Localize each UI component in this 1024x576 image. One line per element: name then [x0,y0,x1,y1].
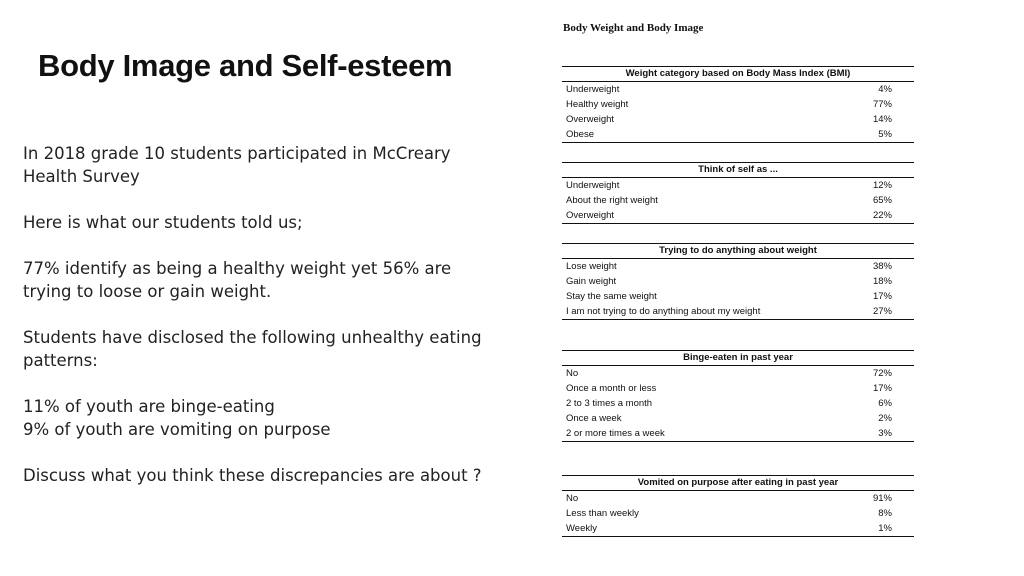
row-label: Stay the same weight [566,291,657,302]
row-label: No [566,368,579,379]
row-value: 4% [878,84,892,95]
table-row [562,304,914,320]
row-label: Once a week [566,413,622,424]
row-label: Healthy weight [566,99,629,110]
paragraph-unhealthy-eating [23,326,523,372]
paragraph-binge-vomit-stats [23,395,523,441]
row-value: 3% [878,428,892,439]
text-line: Here is what our students told us; [23,213,303,232]
row-label: Gain weight [566,276,617,287]
table-row [562,208,914,224]
text-line: 9% of youth are vomiting on purpose [23,420,331,439]
table-row [562,127,914,143]
survey-tables [562,20,914,534]
slide-title: Body Image and Self-esteem [38,48,453,83]
row-value: 17% [872,383,892,394]
row-value: 22% [872,210,892,221]
row-label: Obese [566,129,594,140]
table-row [562,396,914,411]
row-value: 2% [878,413,892,424]
row-label: Once a month or less [566,383,657,394]
text-line: 77% identify as being a healthy weight yet 56% are [23,259,452,278]
table-heading: Vomited on purpose after eating in past year [562,475,914,491]
table-row [562,289,914,304]
table-row [562,193,914,208]
row-value: 6% [878,398,892,409]
row-value: 17% [872,291,892,302]
table-bmi-category [562,66,914,143]
table-row [562,381,914,396]
text-line: Students have disclosed the following unhealthy eating [23,328,482,347]
table-think-of-self [562,162,914,224]
text-line: Discuss what you think these discrepancies are about ? [23,466,482,485]
row-label: Weekly [566,523,597,534]
row-value: 5% [878,129,892,140]
table-vomited-on-purpose [562,475,914,537]
row-value: 8% [878,508,892,519]
text-line: In 2018 grade 10 students participated in McCreary [23,144,451,163]
row-label: Underweight [566,180,620,191]
table-row [562,274,914,289]
row-label: About the right weight [566,195,658,206]
paragraph-healthy-weight [23,257,523,303]
text-line: Health Survey [23,167,140,186]
table-binge-eaten [562,350,914,442]
table-row [562,521,914,537]
row-label: Overweight [566,210,615,221]
row-value: 77% [872,99,892,110]
row-label: Underweight [566,84,620,95]
table-row [562,97,914,112]
row-value: 14% [872,114,892,125]
row-label: Overweight [566,114,615,125]
text-line: trying to loose or gain weight. [23,282,272,301]
table-row [562,259,914,274]
row-label: Less than weekly [566,508,639,519]
paragraph-survey-intro [23,142,523,188]
table-row [562,366,914,381]
table-heading: Think of self as ... [562,162,914,178]
table-heading: Weight category based on Body Mass Index (BMI) [562,66,914,82]
table-heading: Trying to do anything about weight [562,243,914,259]
row-value: 1% [878,523,892,534]
row-value: 91% [872,493,892,504]
row-value: 65% [872,195,892,206]
row-label: 2 or more times a week [566,428,665,439]
row-label: 2 to 3 times a month [566,398,653,409]
row-value: 27% [872,306,892,317]
row-value: 12% [872,180,892,191]
row-value: 38% [872,261,892,272]
table-row [562,112,914,127]
paragraph-students-told [23,211,523,234]
table-row [562,82,914,97]
slide-body-text [23,142,523,487]
paragraph-discussion-prompt [23,464,523,487]
text-line: patterns: [23,351,98,370]
table-row [562,506,914,521]
table-heading: Binge-eaten in past year [562,350,914,366]
table-row [562,178,914,193]
text-line: 11% of youth are binge-eating [23,397,275,416]
table-trying-about-weight [562,243,914,320]
tables-title: Body Weight and Body Image [563,22,704,34]
row-label: No [566,493,579,504]
row-value: 18% [872,276,892,287]
table-row [562,426,914,442]
row-value: 72% [872,368,892,379]
table-row [562,411,914,426]
row-label: I am not trying to do anything about my weight [566,306,761,317]
table-row [562,491,914,506]
row-label: Lose weight [566,261,617,272]
